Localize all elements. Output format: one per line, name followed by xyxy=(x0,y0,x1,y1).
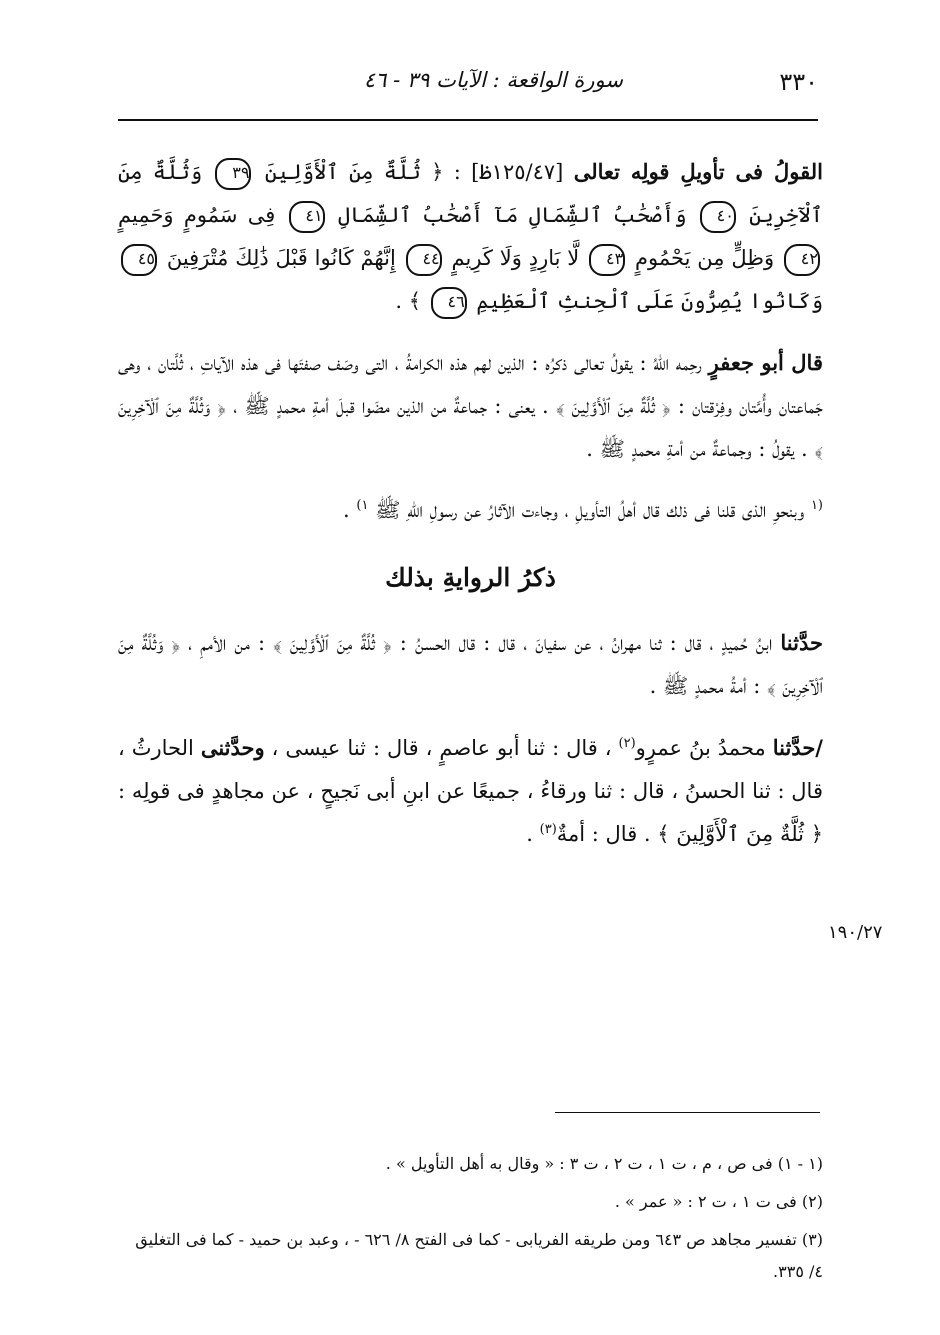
verse-39: ﴿ ثُلَّةٌ مِنَ ٱلْأَوَّلِينَ xyxy=(264,160,444,184)
hadith-2-lead: /حدَّثنا xyxy=(772,735,823,760)
verse-42: فِى سَمُومٍ وَحَمِيمٍ xyxy=(118,203,276,227)
verse-41: وَأَصْحَٰبُ ٱلشِّمَالِ مَآ أَصْحَٰبُ ٱلشِّمَالِ xyxy=(337,203,687,227)
consensus-text: وبنحوِ الذى قلنا فى ذلك قال أهلُ التأويلِ ، وجاءت الآثارُ عن رسولِ اللهِ ﷺ xyxy=(375,498,805,522)
hadith-2-end: . xyxy=(526,822,533,846)
commentary-paragraph xyxy=(118,341,823,471)
hadith-2-text3: الحارثُ ، قال : ثنا الحسنُ ، قال : ثنا ورقاءُ ، جميعًا عن ابنِ أبى نَجيحٍ ، عن مجاهدٍ فى قولِه : ﴿ ثُلَّةٌ مِنَ ٱلْأَوَّلِينَ ﴾ . قال : أمةٌ xyxy=(118,736,823,846)
hadith-2-text2: ، قال : ثنا أبو عاصمٍ ، قال : ثنا عيسى ، xyxy=(271,736,612,760)
verse-44: لَّا بَارِدٍ وَلَا كَرِيمٍ xyxy=(451,246,580,270)
hadith-1-text: ابنُ حُميدٍ ، قال : ثنا مهرانُ ، عن سفيانَ ، قال : قال الحسنُ : ﴿ ثُلَّةٌ مِنَ ٱلْأَوَّلِينَ ﴾ : من الأممِ ، ﴿ وَثُلَّةٌ مِنَ ٱلْآخِرِينَ ﴾ : أمةُ محمدٍ ﷺ . xyxy=(118,631,823,698)
hadith-2 xyxy=(118,726,823,856)
verse-close: ﴾ . xyxy=(395,289,421,313)
footnote-marker-3: (٣) xyxy=(539,822,557,837)
page-header xyxy=(118,68,818,108)
commentary-text: رحِمه اللهُ : يقولُ تعالى ذكرُه : الذين لهم هذه الكرامةُ ، التى وصَف صفتَها فى هذه الآياتِ ، ثُلَّتان ، وهى جَماعتان وأُمَّتان وفِرْقتان : ﴿ ثُلَّةٌ مِنَ ٱلْأَوَّلِينَ ﴾ . يعنى : جماعةٌ من الذين مضَوا قبلَ أمةِ محمدٍ ﷺ ، ﴿ وَثُلَّةٌ مِنَ ٱلْآخِرِينَ ﴾ . يقولُ : وجماعةٌ من أمةِ محمدٍ ﷺ . xyxy=(118,351,823,461)
commentary-lead: قال أبو جعفرٍ xyxy=(708,350,823,375)
section-heading: ذكرُ الروايةِ بذلك xyxy=(385,563,556,592)
consensus-end: . xyxy=(343,498,350,522)
verse-46: وَكَانُوا يُصِرُّونَ عَلَى ٱلْحِنثِ ٱلْعَظِيمِ xyxy=(476,289,823,313)
margin-reference: ١٩٠/٢٧ xyxy=(828,922,883,943)
hadith-1 xyxy=(118,621,823,708)
intro-ref: [١٢٥/٤٧ظ] : xyxy=(453,160,564,184)
consensus-paragraph xyxy=(118,489,823,532)
header-rule xyxy=(118,119,818,121)
running-head: سورة الواقعة : الآيات ٣٩ - ٤٦ xyxy=(363,68,623,92)
intro-label: القولُ فى تأويلِ قولِه تعالى xyxy=(573,159,823,184)
ayah-marker-46: ٤٦ xyxy=(431,287,467,319)
ayah-marker-42: ٤٢ xyxy=(784,244,820,276)
ayah-marker-40: ٤٠ xyxy=(700,201,736,233)
footnote-marker-1-open: (١ xyxy=(810,498,823,513)
intro-paragraph xyxy=(118,150,823,323)
footnote-rule xyxy=(555,1112,820,1113)
verse-43: وَظِلٍّ مِن يَحْمُومٍ xyxy=(635,246,775,270)
page-number: ٣٣٠ xyxy=(779,68,818,96)
footnotes xyxy=(118,1148,823,1294)
footnote-1: (١ - ١) فى ص ، م ، ت ١ ، ت ٢ ، ت ٣ : « وقال به أهل التأويل » . xyxy=(385,1154,823,1173)
footnote-3: (٣) تفسير مجاهد ص ٦٤٣ ومن طريقه الفريابى - كما فى الفتح ٨/ ٦٢٦ - ، وعبد بن حميد - كما فى التغليق ٤/ ٣٣٥. xyxy=(135,1230,823,1281)
ayah-marker-44: ٤٤ xyxy=(406,244,442,276)
hadith-2-lead2: وحدَّثنى xyxy=(200,735,265,760)
ayah-marker-45: ٤٥ xyxy=(121,244,157,276)
footnote-marker-1-close: ١) xyxy=(356,498,369,513)
main-text xyxy=(118,150,823,874)
footnote-2: (٢) فى ت ١ ، ت ٢ : « عمر » . xyxy=(614,1192,823,1211)
verse-45: إِنَّهُمْ كَانُوا قَبْلَ ذَٰلِكَ مُتْرَفِينَ xyxy=(166,246,396,270)
verse-40: وَثُلَّةٌ مِنَ ٱلْآخِرِينَ xyxy=(118,160,823,227)
hadith-1-lead: حدَّثنا xyxy=(780,630,823,655)
ayah-marker-43: ٤٣ xyxy=(589,244,625,276)
footnote-marker-2: (٢) xyxy=(618,736,636,751)
hadith-2-text1: محمدُ بنُ عمرٍو xyxy=(635,736,766,760)
ayah-marker-41: ٤١ xyxy=(289,201,325,233)
ayah-marker-39: ٣٩ xyxy=(215,158,251,190)
